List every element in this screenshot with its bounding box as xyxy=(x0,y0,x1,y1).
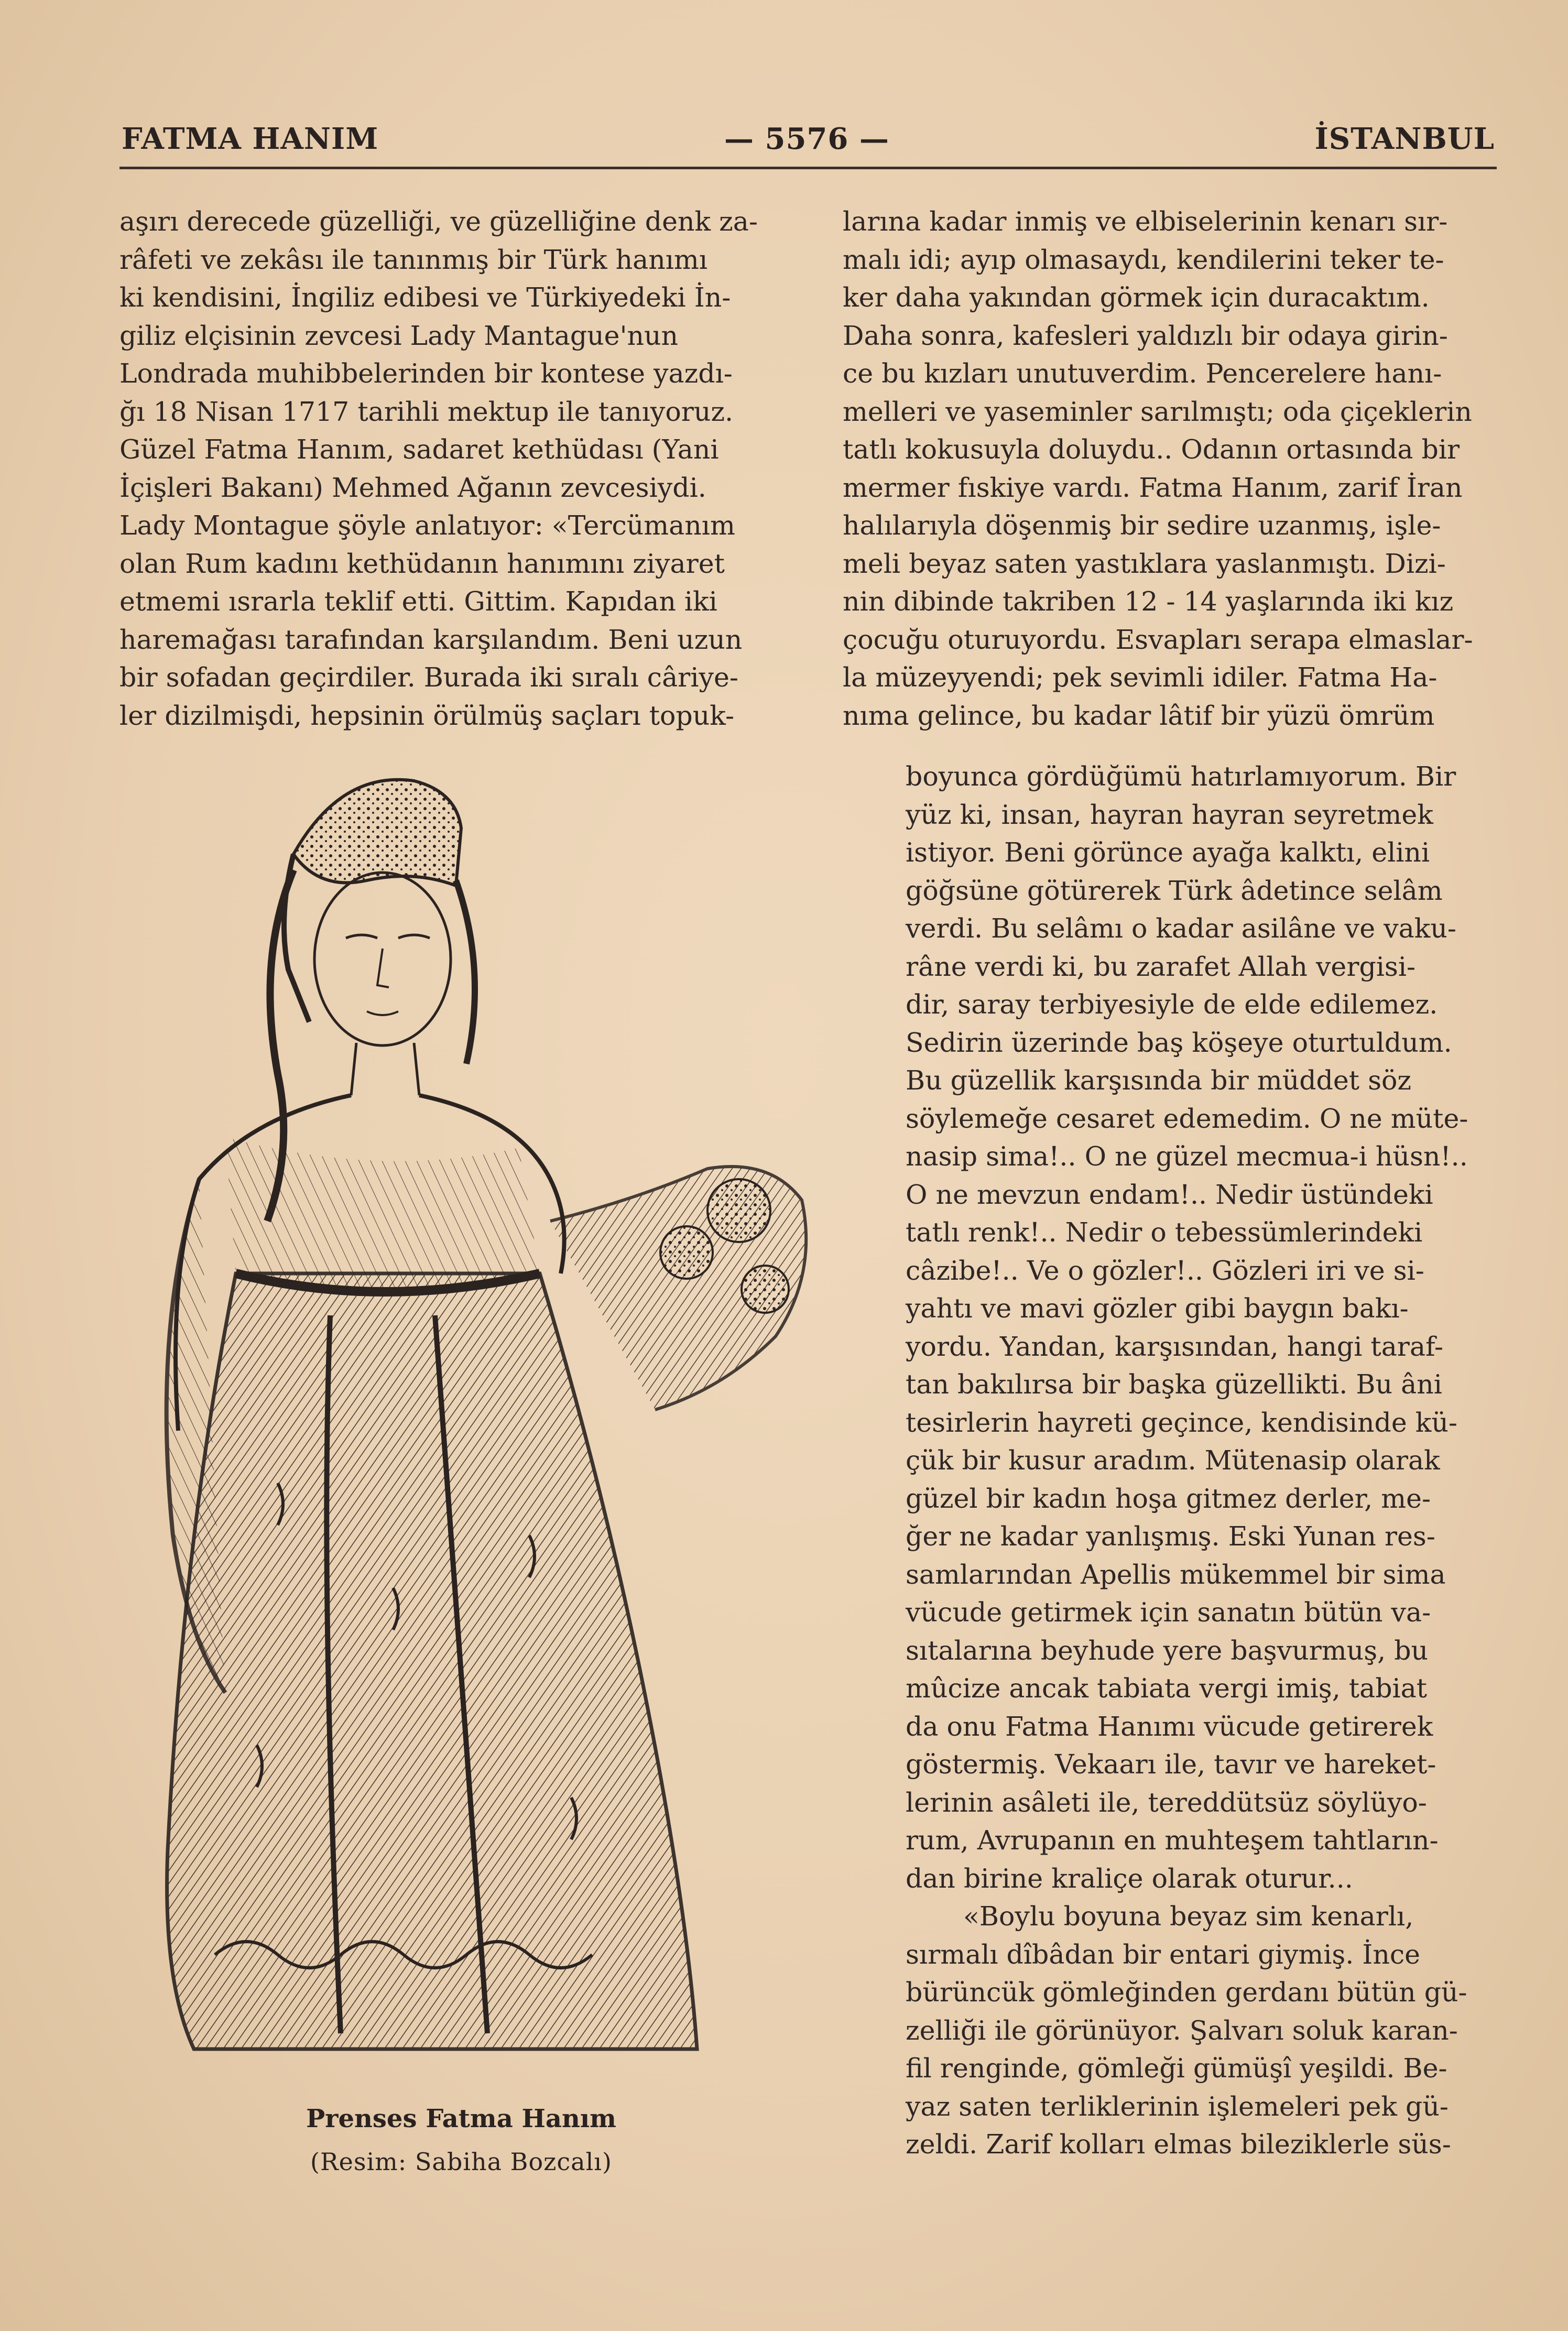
right-column-bottom-text: boyunca gördüğümü hatırlamıyorum. Bir yüz ki, insan, hayran hayran seyretmek istiyor. Beni görünce ayağa kalktı, elini göğsüne götürerek Türk âdetince selâm verdi. Bu selâmı o kadar asilâne ve vaku- râne verdi ki, bu zarafet Allah vergisi- dir, saray terbiyesiyle de elde edilemez. Sedirin üzerinde baş köşeye oturtuldum. Bu güzellik karşısında bir müddet söz söylemeğe cesaret edemedim. O ne müte- nasip sima!.. O ne güzel mecmua-i hüsn!.. O ne mevzun endam!.. Nedir üstündeki tatlı renk!.. Nedir o tebessümlerindeki câzibe!.. Ve o gözler!.. Gözleri iri ve si- yahtı ve mavi gözler gibi baygın bakı- yordu. Yandan, karşısından, hangi taraf- tan bakılırsa bir başka güzellikti. Bu âni tesirlerin hayreti geçince, kendisinde kü- çük bir kusur aradım. Mütenasip olarak güzel bir kadın hoşa gitmez derler, me- ğer ne kadar yanlışmış. Eski Yunan res- samlarından Apellis mükemmel bir sima vücude getirmek için sanatın bütün va- sıtalarına beyhude yere başvurmuş, bu mûcize ancak tabiata vergi imiş, tabiat da onu Fatma Hanımı vücude getirerek göstermiş. Vekaarı ile, tavır ve hareket- lerinin asâleti ile, tereddütsüz söylüyo- rum, Avrupanın en muhteşem tahtların- dan birine kraliçe olarak oturur... xyxy=(906,761,1468,1894)
left-column-text: aşırı derecede güzelliği, ve güzelliğine denk za- râfeti ve zekâsı ile tanınmış bir Türk hanımı ki kendisini, İngiliz edibesi ve Türkiyedeki İn- giliz elçisinin zevcesi Lady Mantague'nun Londrada muhibbelerinden bir kontese yazdı- ğı 18 Nisan 1717 tarihli mektup ile tanıyoruz. Güzel Fatma Hanım, sadaret kethüdası (Yani İçişleri Bakanı) Mehmed Ağanın zevcesiydi. Lady Montague şöyle anlatıyor: «Tercümanım olan Rum kadını kethüdanın hanımını ziyaret etmemi ısrarla teklif etti. Gittim. Kapıdan iki haremağası tarafından karşılandım. Beni uzun bir sofadan geçirdiler. Burada iki sıralı câriye- ler dizilmişdi, hepsinin örülmüş saçları topuk- xyxy=(119,206,758,731)
header-rule xyxy=(119,167,1497,169)
figure-caption-title: Prenses Fatma Hanım xyxy=(306,2104,616,2133)
portrait-drawing-icon xyxy=(121,749,854,2112)
right-column-top xyxy=(843,203,1498,735)
right-column-bottom xyxy=(906,758,1495,2164)
figure-caption-credit: (Resim: Sabiha Bozcalı) xyxy=(310,2148,612,2176)
header-publication: İSTANBUL xyxy=(1314,122,1495,156)
right-column-bottom-paragraph-2: «Boylu boyuna beyaz sim kenarlı, sırmalı dîbâdan bir entari giymiş. İnce bürüncük gömleğinden gerdanı bütün gü- zelliği ile görünüyor. Şalvarı soluk karan- fil renginde, gömleği gümüşî yeşildi. Be- yaz saten terliklerinin işlemeleri pek gü- zeldi. Zarif kolları elmas bileziklerle süs- xyxy=(906,1901,1467,2160)
right-column-top-text: larına kadar inmiş ve elbiselerinin kenarı sır- malı idi; ayıp olmasaydı, kendilerini teker te- ker daha yakından görmek için duracaktım. Daha sonra, kafesleri yaldızlı bir odaya girin- ce bu kızları unutuverdim. Pencerelere hanı- melleri ve yaseminler sarılmıştı; oda çiçeklerin tatlı kokusuyla doluydu.. Odanın ortasında bir mermer fıskiye vardı. Fatma Hanım, zarif İran halılarıyla döşenmiş bir sedire uzanmış, işle- meli beyaz saten yastıklara yaslanmıştı. Dizi- nin dibinde takriben 12 - 14 yaşlarında iki kız çocuğu oturuyordu. Esvapları serapa elmaslar- la müzeyyendi; pek sevimli idiler. Fatma Ha- nıma gelince, bu kadar lâtif bir yüzü ömrüm xyxy=(843,206,1473,731)
running-header xyxy=(122,122,1495,164)
header-page-number: — 5576 — xyxy=(724,122,889,156)
header-article-title: FATMA HANIM xyxy=(122,122,379,156)
portrait-illustration xyxy=(121,749,854,2112)
left-column xyxy=(119,203,796,735)
